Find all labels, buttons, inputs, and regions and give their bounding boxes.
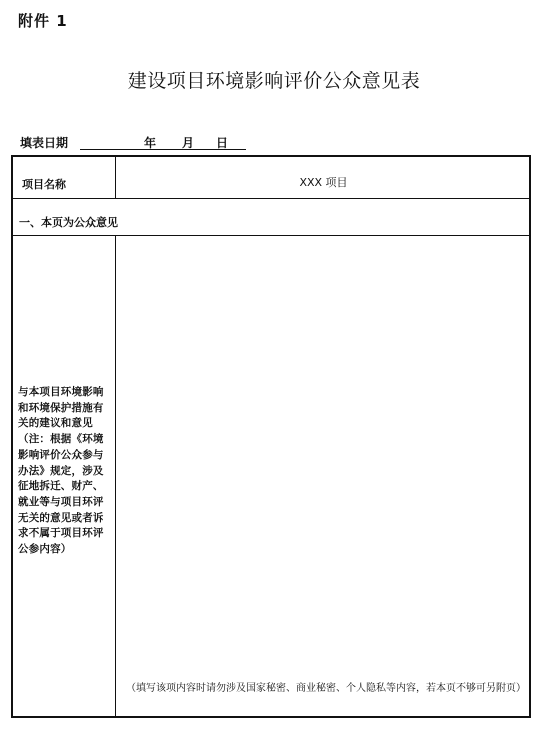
- form-title: 建设项目环境影响评价公众意见表: [127, 70, 421, 92]
- opinion-note: （填写该项内容时请勿涉及国家秘密、商业秘密、个人隐私等内容，若本页不够可另附页）: [126, 683, 526, 694]
- opinion-row: [13, 236, 529, 716]
- section-header-row: [13, 198, 529, 236]
- project-row: [13, 157, 529, 199]
- attachment-label: 附件 1: [18, 12, 68, 30]
- day-label: 日: [216, 136, 229, 150]
- opinion-field-label: 与本项目环境影响和环境保护措施有关的建议和意见（注：根据《环境影响评价公众参与办法》规定，涉及征地拆迁、财产、就业等与项目环评无关的意见或者诉求不属于项目环评公参内容）: [18, 386, 104, 556]
- fill-date-label: 填表日期: [20, 136, 69, 150]
- month-label: 月: [182, 136, 195, 150]
- opinion-form-table: [11, 155, 531, 718]
- year-label: 年: [144, 136, 157, 150]
- section-title: 一、本页为公众意见: [19, 216, 118, 229]
- project-name-value: XXX 项目: [299, 176, 348, 189]
- opinion-input-area[interactable]: [116, 236, 529, 716]
- project-name-label: 项目名称: [22, 178, 66, 191]
